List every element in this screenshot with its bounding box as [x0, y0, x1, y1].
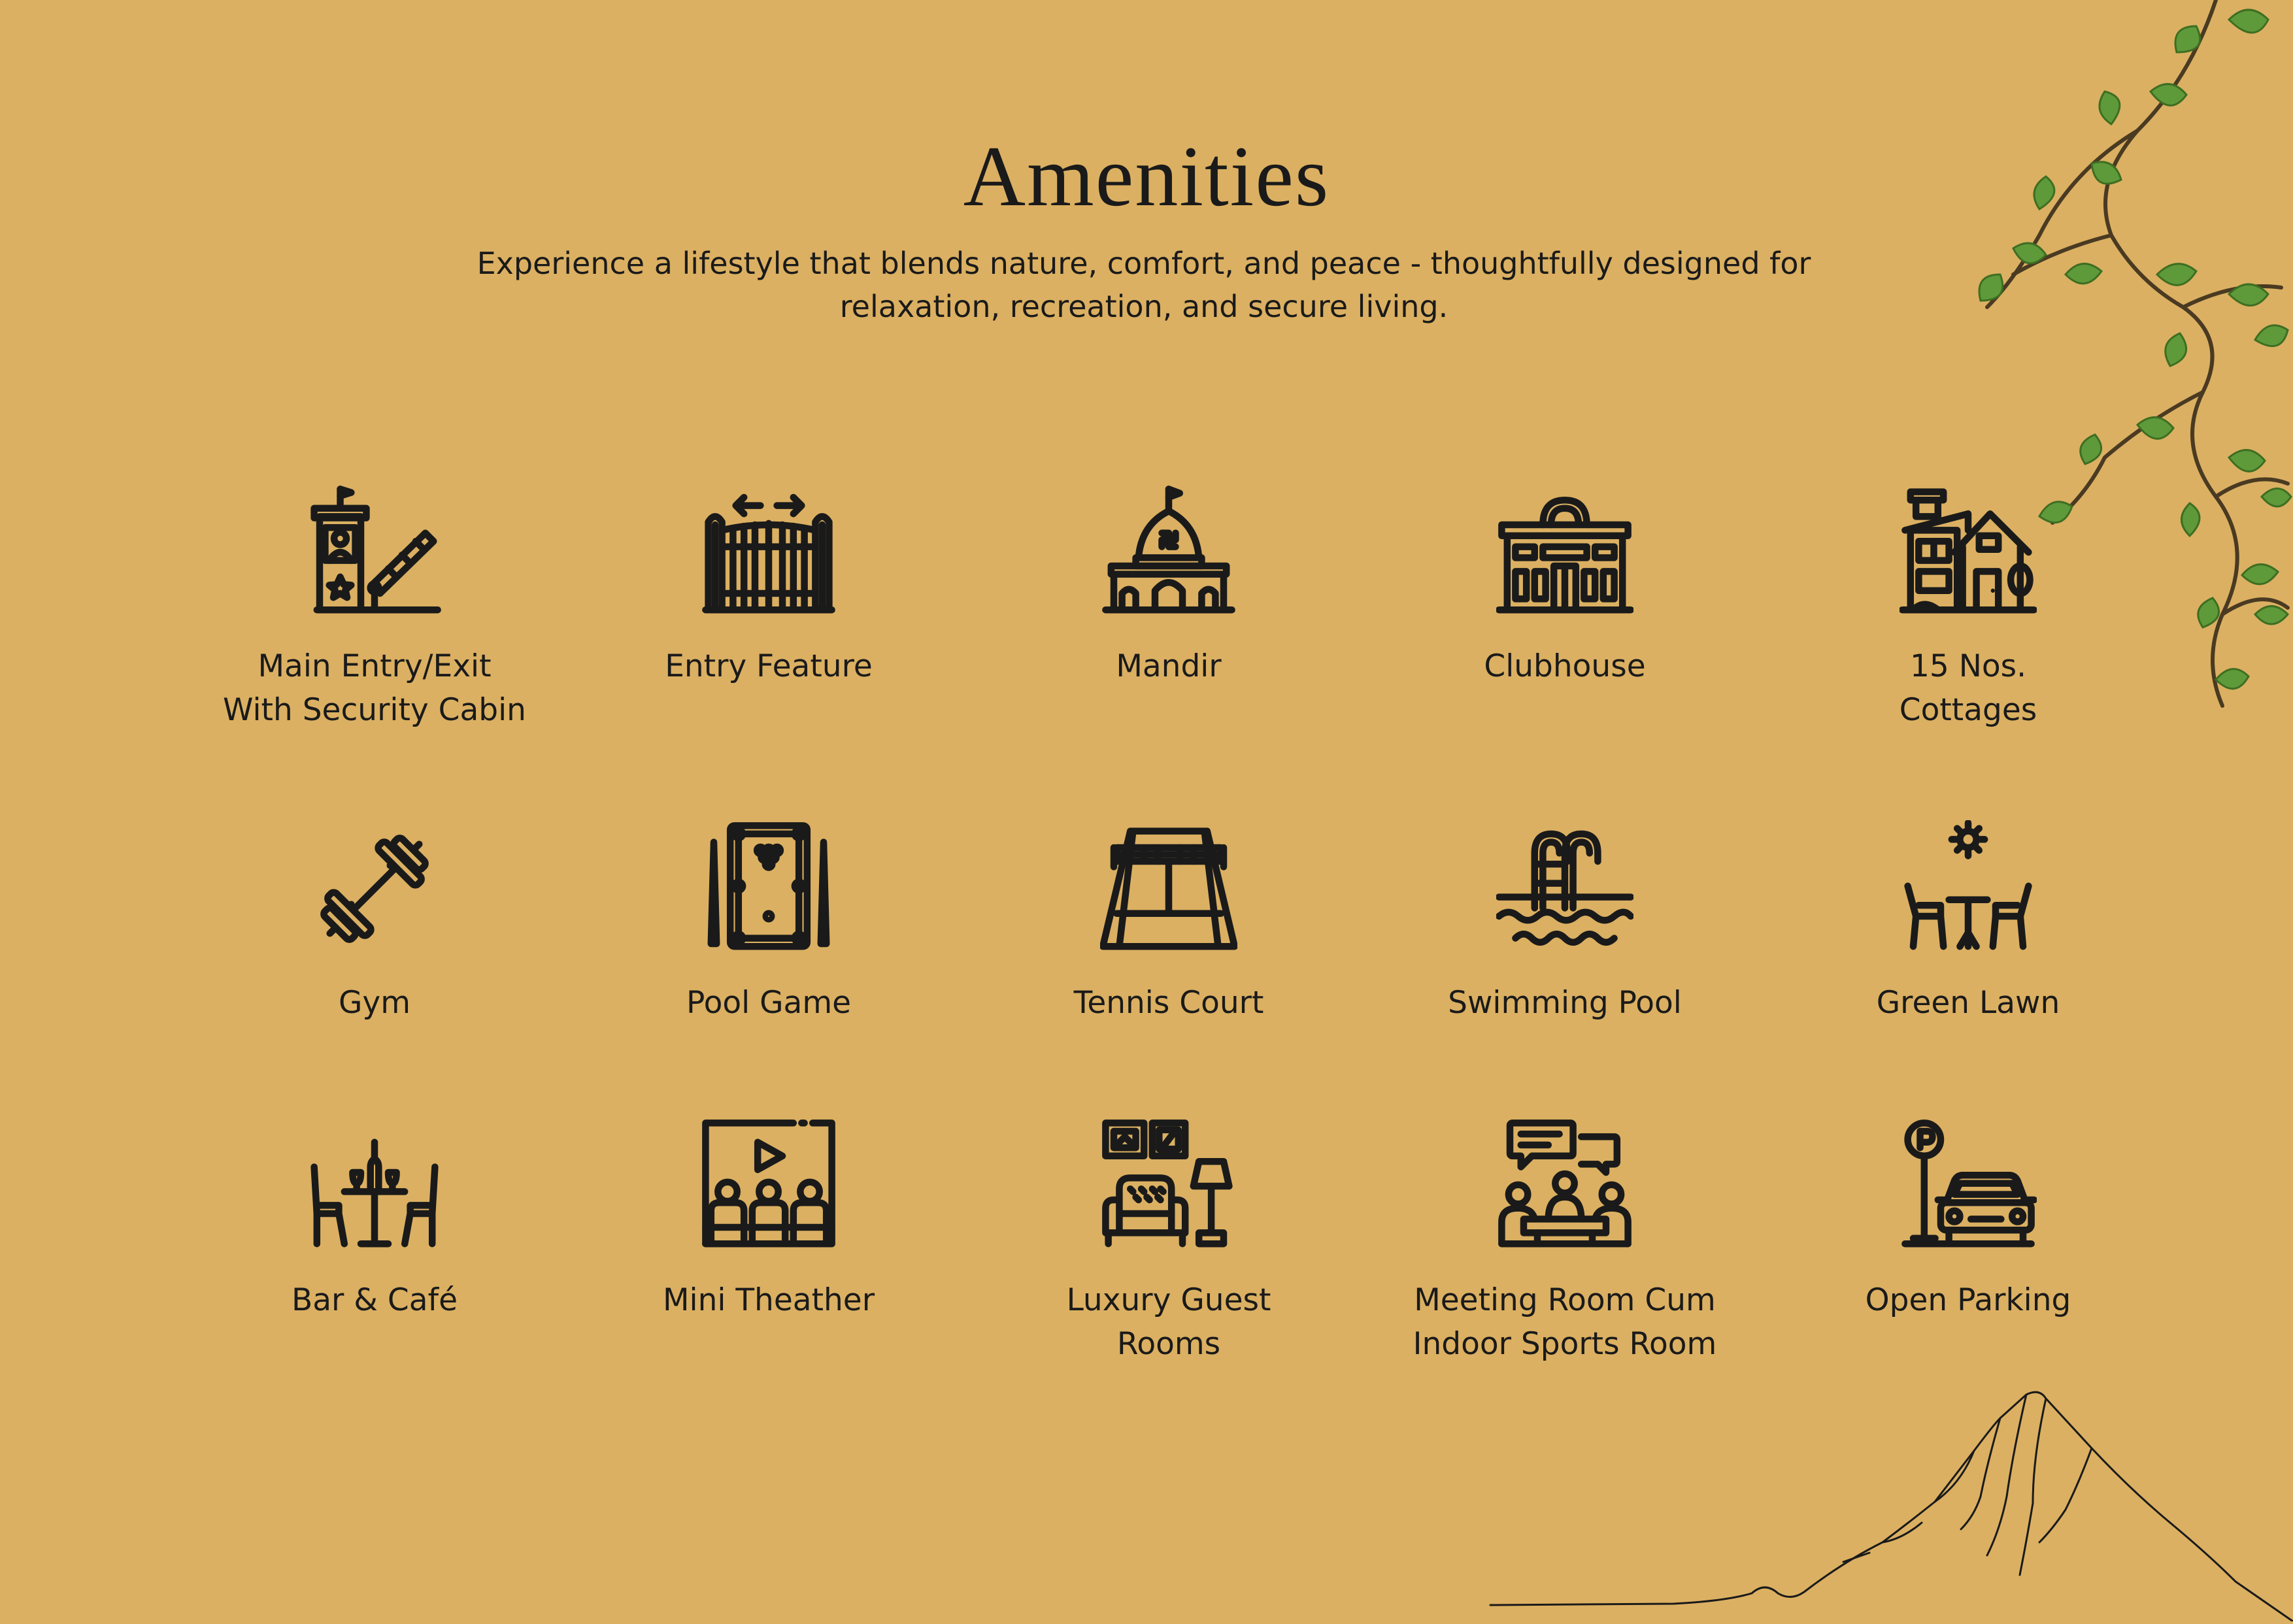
- amenity-meeting-room: [1369, 1118, 1761, 1366]
- amenity-swimming-pool: [1369, 820, 1761, 1025]
- amenity-label: Meeting Room Cum Indoor Sports Room: [1413, 1282, 1717, 1362]
- amenity-pool-game: [573, 820, 965, 1025]
- amenity-label: Open Parking: [1865, 1282, 2071, 1318]
- page-subtitle: Experience a lifestyle that blends nature, comfort, and peace - thoughtfully designed for relaxation, recreation, and secure living.: [477, 246, 1811, 324]
- amenity-label: Entry Feature: [665, 648, 873, 684]
- dumbbell-icon: [306, 820, 443, 957]
- ivy-vine-decoration: [1941, 0, 2293, 712]
- amenity-main-entry: [178, 484, 571, 732]
- amenity-label: Mandir: [1116, 648, 1222, 684]
- amenity-label: Mini Theather: [662, 1282, 875, 1318]
- page-title: Amenities: [963, 128, 1330, 224]
- amenity-mandir: [973, 484, 1365, 688]
- amenity-label: Clubhouse: [1484, 648, 1646, 684]
- bar-cafe-icon: [306, 1118, 443, 1255]
- parking-icon: [1900, 1118, 2037, 1255]
- amenity-tennis-court: [973, 820, 1365, 1025]
- amenity-bar-cafe: [178, 1118, 571, 1322]
- amenity-label: Swimming Pool: [1448, 985, 1682, 1021]
- amenity-label: 15 Nos. Cottages: [1899, 648, 2037, 728]
- billiards-table-icon: [700, 820, 837, 957]
- amenity-label: Green Lawn: [1876, 985, 2060, 1021]
- amenity-label: Gym: [338, 985, 411, 1021]
- amenity-label: Tennis Court: [1073, 985, 1264, 1021]
- amenity-entry-feature: [573, 484, 965, 688]
- amenity-label: Main Entry/Exit With Security Cabin: [223, 648, 526, 728]
- amenity-guest-rooms: [973, 1118, 1365, 1366]
- meeting-room-icon: [1496, 1118, 1633, 1255]
- temple-icon: [1100, 484, 1237, 621]
- theater-icon: [700, 1118, 837, 1255]
- amenity-clubhouse: [1369, 484, 1761, 688]
- amenity-label: Bar & Café: [292, 1282, 458, 1318]
- security-cabin-icon: [306, 484, 443, 621]
- entry-gate-icon: [700, 484, 837, 621]
- amenity-open-parking: [1772, 1118, 2164, 1322]
- amenity-label: Luxury Guest Rooms: [1066, 1282, 1271, 1362]
- swimming-pool-icon: [1496, 820, 1633, 957]
- amenity-gym: [178, 820, 571, 1025]
- amenity-green-lawn: [1772, 820, 2164, 1025]
- amenity-mini-theater: [573, 1118, 965, 1322]
- mountain-line-art: [1477, 1385, 2293, 1621]
- lawn-seating-icon: [1900, 820, 2037, 957]
- guest-room-icon: [1100, 1118, 1237, 1255]
- clubhouse-icon: [1496, 484, 1633, 621]
- tennis-court-icon: [1100, 820, 1237, 957]
- amenity-label: Pool Game: [686, 985, 852, 1021]
